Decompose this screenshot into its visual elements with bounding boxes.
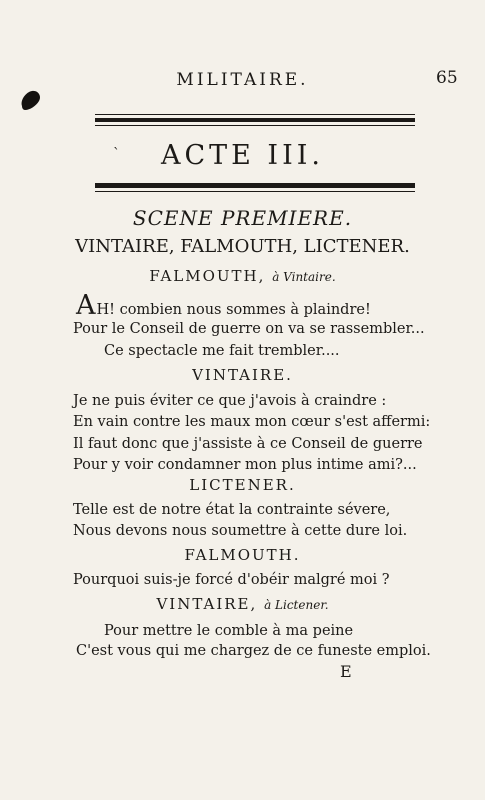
verse-text: H! combien nous sommes à plaindre! <box>96 302 371 318</box>
verse-line: Nous devons nous soumettre à cette dure loi. <box>73 523 408 539</box>
verse-line: Il faut donc que j'assiste à ce Conseil de guerre <box>73 436 423 452</box>
act-title: ACTE III. <box>160 140 325 171</box>
running-head: MILITAIRE. <box>176 70 309 90</box>
header-rule-thick <box>95 118 415 122</box>
verse-line: Pour y voir condamner mon plus intime ami?... <box>73 457 417 473</box>
ink-blot <box>18 88 44 114</box>
speaker-name <box>0 267 485 285</box>
header-rule-top <box>95 114 415 115</box>
verse-line: Ce spectacle me fait trembler.... <box>104 343 340 359</box>
ornament-tick: ` <box>113 146 120 162</box>
act-rule-thin <box>95 191 415 192</box>
speaker-label: FALMOUTH, <box>149 267 266 285</box>
speaker-label: VINTAIRE, <box>156 595 258 613</box>
verse-line: Pourquoi suis-je forcé d'obéir malgré moi ? <box>73 572 390 588</box>
verse-line <box>76 292 371 319</box>
act-rule-thick <box>95 183 415 188</box>
speaker-name: VINTAIRE. <box>192 366 293 384</box>
verse-line: Pour mettre le comble à ma peine <box>104 623 354 639</box>
speaker-name: LICTENER. <box>189 476 296 494</box>
speaker-name <box>0 595 485 613</box>
stage-direction: à Lictener. <box>264 598 329 612</box>
scene-title: SCENE PREMIERE. <box>132 206 353 230</box>
page-number: 65 <box>436 68 458 88</box>
stage-direction: à Vintaire. <box>272 270 336 284</box>
cast-list: VINTAIRE, FALMOUTH, LICTENER. <box>75 236 410 257</box>
verse-line: Telle est de notre état la contrainte sévere, <box>73 502 391 518</box>
verse-line: C'est vous qui me chargez de ce funeste emploi. <box>76 643 431 659</box>
signature-mark: E <box>340 662 352 681</box>
verse-line: Je ne puis éviter ce que j'avois à craindre : <box>73 393 387 409</box>
header-rule-bottom <box>95 125 415 126</box>
speaker-name: FALMOUTH. <box>184 546 301 564</box>
verse-line: Pour le Conseil de guerre on va se rassembler... <box>73 321 425 337</box>
verse-line: En vain contre les maux mon cœur s'est affermi: <box>73 414 431 430</box>
drop-cap: A <box>76 290 96 321</box>
